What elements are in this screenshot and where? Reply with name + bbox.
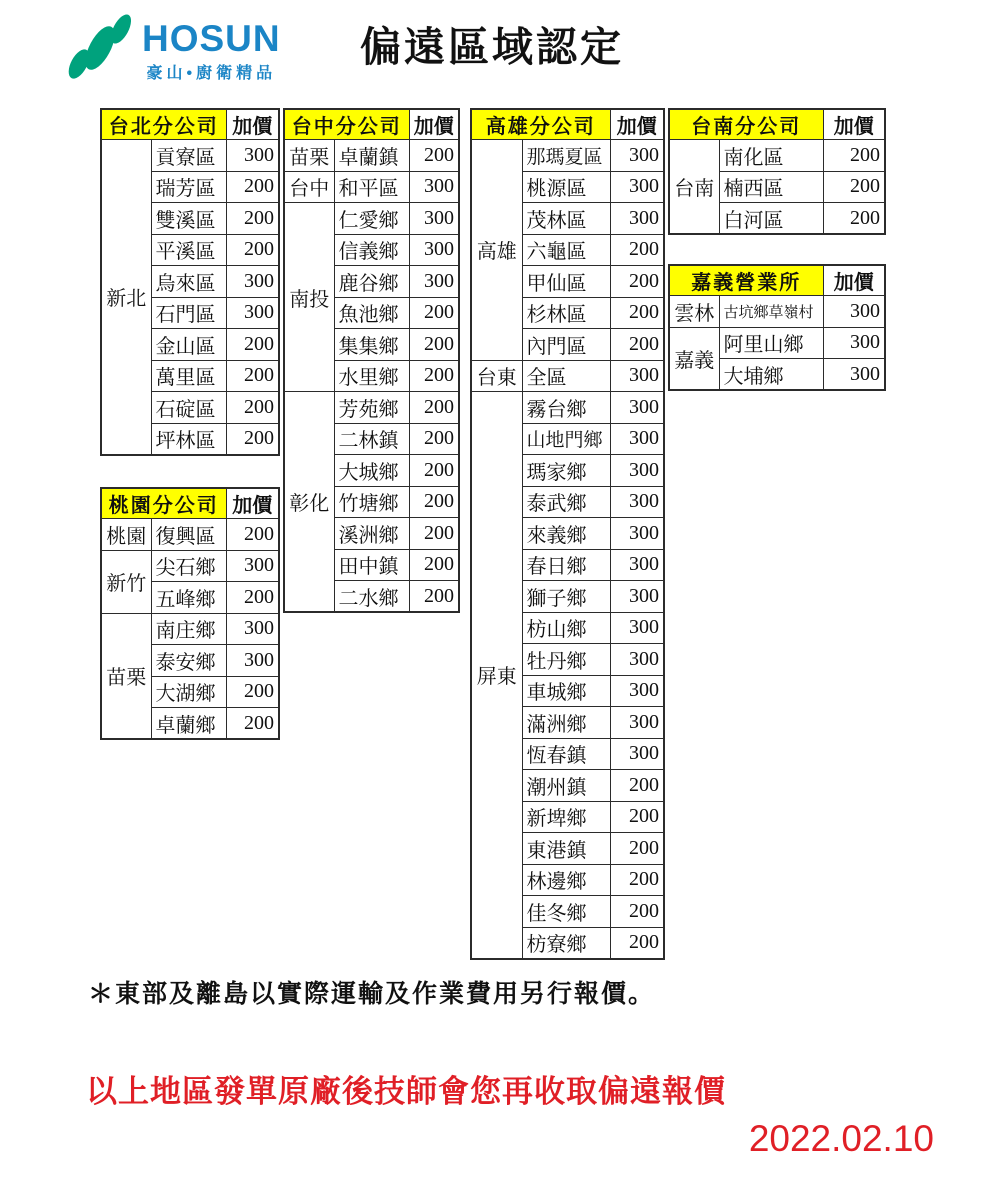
price-cell: 300 (226, 613, 279, 645)
district-cell: 仁愛鄉 (334, 203, 409, 235)
district-cell: 尖石鄉 (151, 550, 226, 582)
price-cell: 300 (610, 486, 664, 518)
logo-tagline: 豪山•廚衛精品 (146, 65, 277, 82)
district-cell: 金山區 (151, 329, 226, 361)
district-cell: 林邊鄉 (522, 864, 610, 896)
price-cell: 200 (226, 171, 279, 203)
price-cell: 200 (409, 581, 459, 613)
price-cell: 300 (823, 359, 885, 391)
district-cell: 枋寮鄉 (522, 927, 610, 959)
price-cell: 300 (226, 550, 279, 582)
district-cell: 二林鎮 (334, 423, 409, 455)
district-cell: 恆春鎮 (522, 738, 610, 770)
table-header-row (284, 109, 459, 140)
price-cell: 200 (226, 423, 279, 455)
price-cell: 200 (409, 297, 459, 329)
price-cell: 300 (226, 645, 279, 677)
table-row (471, 360, 664, 392)
branch-title: 台中分公司 (284, 109, 409, 140)
district-cell: 大埔鄉 (719, 359, 823, 391)
district-cell: 大湖鄉 (151, 676, 226, 708)
district-cell: 瑪家鄉 (522, 455, 610, 487)
table-row (101, 550, 279, 582)
table-row (101, 613, 279, 645)
district-cell: 阿里山鄉 (719, 327, 823, 359)
table-row (669, 327, 885, 359)
branch-title: 台北分公司 (101, 109, 226, 140)
hosun-logo (64, 4, 281, 86)
district-cell: 來義鄉 (522, 518, 610, 550)
district-cell: 貢寮區 (151, 140, 226, 172)
price-cell: 200 (610, 927, 664, 959)
kaohsiung-branch-table (470, 108, 665, 960)
district-cell: 那瑪夏區 (522, 140, 610, 172)
district-cell: 二水鄉 (334, 581, 409, 613)
price-cell: 300 (409, 203, 459, 235)
table-row (471, 392, 664, 424)
district-cell: 杉林區 (522, 297, 610, 329)
district-cell: 新埤鄉 (522, 801, 610, 833)
logo-text (142, 4, 281, 83)
price-cell: 200 (409, 392, 459, 424)
table-row (471, 140, 664, 172)
district-cell: 白河區 (719, 203, 823, 235)
district-cell: 潮州鎮 (522, 770, 610, 802)
price-cell: 200 (610, 833, 664, 865)
price-cell: 300 (610, 707, 664, 739)
price-cell: 300 (409, 171, 459, 203)
district-cell: 桃源區 (522, 171, 610, 203)
table-row (669, 140, 885, 172)
district-cell: 信義鄉 (334, 234, 409, 266)
price-cell: 300 (610, 171, 664, 203)
logo-leaves-icon (64, 8, 136, 86)
price-cell: 300 (610, 581, 664, 613)
district-cell: 南化區 (719, 140, 823, 172)
price-cell: 200 (226, 708, 279, 740)
region-cell: 苗栗 (101, 613, 151, 739)
region-cell: 南投 (284, 203, 334, 392)
price-cell: 300 (610, 644, 664, 676)
district-cell: 山地門鄉 (522, 423, 610, 455)
district-cell: 雙溪區 (151, 203, 226, 235)
district-cell: 坪林區 (151, 423, 226, 455)
price-cell: 200 (409, 329, 459, 361)
shipping-footnote: ＊東部及離島以實際運輸及作業費用另行報價。 (88, 981, 656, 1008)
district-cell: 古坑鄉草嶺村 (719, 296, 823, 328)
table-header-row (669, 109, 885, 140)
district-cell: 竹塘鄉 (334, 486, 409, 518)
table-header-row (101, 109, 279, 140)
price-cell: 300 (409, 234, 459, 266)
district-cell: 溪洲鄉 (334, 518, 409, 550)
district-cell: 石碇區 (151, 392, 226, 424)
price-cell: 300 (610, 612, 664, 644)
district-cell: 卓蘭鎮 (334, 140, 409, 172)
price-cell: 200 (610, 297, 664, 329)
chiayi-office-table (668, 264, 886, 391)
price-cell: 300 (610, 360, 664, 392)
district-cell: 東港鎮 (522, 833, 610, 865)
district-cell: 甲仙區 (522, 266, 610, 298)
district-cell: 南庄鄉 (151, 613, 226, 645)
price-cell: 200 (409, 518, 459, 550)
district-cell: 全區 (522, 360, 610, 392)
price-cell: 200 (226, 203, 279, 235)
region-cell: 雲林 (669, 296, 719, 328)
taoyuan-branch-table (100, 487, 280, 740)
district-cell: 茂林區 (522, 203, 610, 235)
price-column-header: 加價 (409, 109, 459, 140)
district-cell: 集集鄉 (334, 329, 409, 361)
table-row (284, 171, 459, 203)
district-cell: 和平區 (334, 171, 409, 203)
price-cell: 200 (409, 549, 459, 581)
branch-title: 台南分公司 (669, 109, 823, 140)
price-cell: 200 (226, 234, 279, 266)
district-cell: 鹿谷鄉 (334, 266, 409, 298)
logo-brand: HOSUN (142, 18, 281, 59)
district-cell: 枋山鄉 (522, 612, 610, 644)
price-cell: 200 (823, 171, 885, 203)
district-cell: 瑞芳區 (151, 171, 226, 203)
price-cell: 300 (610, 140, 664, 172)
surcharge-notice: 以上地區發單原廠後技師會您再收取偏遠報價 (86, 1074, 726, 1109)
region-cell: 高雄 (471, 140, 522, 361)
table-row (669, 296, 885, 328)
taipei-branch-table (100, 108, 280, 456)
price-cell: 300 (610, 518, 664, 550)
region-cell: 台東 (471, 360, 522, 392)
district-cell: 牡丹鄉 (522, 644, 610, 676)
price-cell: 200 (610, 234, 664, 266)
price-cell: 300 (610, 455, 664, 487)
district-cell: 車城鄉 (522, 675, 610, 707)
price-cell: 300 (226, 266, 279, 298)
region-cell: 新竹 (101, 550, 151, 613)
district-cell: 五峰鄉 (151, 582, 226, 614)
region-cell: 苗栗 (284, 140, 334, 172)
price-cell: 200 (226, 329, 279, 361)
district-cell: 復興區 (151, 519, 226, 551)
region-cell: 屏東 (471, 392, 522, 959)
price-cell: 200 (610, 770, 664, 802)
district-cell: 佳冬鄉 (522, 896, 610, 928)
price-cell: 200 (226, 676, 279, 708)
price-cell: 200 (226, 392, 279, 424)
branch-title: 嘉義營業所 (669, 265, 823, 296)
district-cell: 泰武鄉 (522, 486, 610, 518)
branch-title: 高雄分公司 (471, 109, 610, 140)
district-cell: 泰安鄉 (151, 645, 226, 677)
district-cell: 大城鄉 (334, 455, 409, 487)
price-cell: 300 (610, 675, 664, 707)
tainan-branch-table (668, 108, 886, 235)
price-column-header: 加價 (226, 488, 279, 519)
table-row (101, 140, 279, 172)
price-column-header: 加價 (226, 109, 279, 140)
price-cell: 300 (226, 140, 279, 172)
district-cell: 水里鄉 (334, 360, 409, 392)
region-cell: 台南 (669, 140, 719, 235)
price-cell: 200 (610, 329, 664, 361)
price-cell: 200 (610, 266, 664, 298)
price-cell: 300 (823, 327, 885, 359)
district-cell: 獅子鄉 (522, 581, 610, 613)
price-cell: 300 (823, 296, 885, 328)
price-cell: 200 (409, 455, 459, 487)
table-header-row (101, 488, 279, 519)
price-cell: 300 (610, 203, 664, 235)
price-column-header: 加價 (823, 109, 885, 140)
taichung-branch-table (283, 108, 460, 613)
price-column-header: 加價 (823, 265, 885, 296)
district-cell: 春日鄉 (522, 549, 610, 581)
price-cell: 200 (610, 801, 664, 833)
price-cell: 200 (823, 203, 885, 235)
district-cell: 萬里區 (151, 360, 226, 392)
price-cell: 300 (610, 423, 664, 455)
district-cell: 楠西區 (719, 171, 823, 203)
price-cell: 200 (409, 423, 459, 455)
price-cell: 200 (226, 582, 279, 614)
price-cell: 300 (409, 266, 459, 298)
price-cell: 200 (610, 896, 664, 928)
price-cell: 200 (226, 360, 279, 392)
district-cell: 芳苑鄉 (334, 392, 409, 424)
table-row (284, 203, 459, 235)
district-cell: 霧台鄉 (522, 392, 610, 424)
price-cell: 200 (409, 360, 459, 392)
district-cell: 卓蘭鄉 (151, 708, 226, 740)
table-row (284, 140, 459, 172)
district-cell: 魚池鄉 (334, 297, 409, 329)
price-cell: 200 (226, 519, 279, 551)
table-header-row (471, 109, 664, 140)
region-cell: 桃園 (101, 519, 151, 551)
table-row (284, 392, 459, 424)
price-cell: 300 (610, 392, 664, 424)
price-cell: 200 (610, 864, 664, 896)
district-cell: 田中鎮 (334, 549, 409, 581)
district-cell: 內門區 (522, 329, 610, 361)
region-cell: 新北 (101, 140, 151, 455)
page-title: 偏遠區域認定 (360, 24, 624, 70)
table-header-row (669, 265, 885, 296)
price-cell: 200 (409, 486, 459, 518)
district-cell: 烏來區 (151, 266, 226, 298)
price-cell: 300 (610, 738, 664, 770)
district-cell: 六龜區 (522, 234, 610, 266)
district-cell: 石門區 (151, 297, 226, 329)
price-cell: 300 (610, 549, 664, 581)
district-cell: 平溪區 (151, 234, 226, 266)
price-cell: 200 (409, 140, 459, 172)
table-row (101, 519, 279, 551)
region-cell: 彰化 (284, 392, 334, 613)
effective-date: 2022.02.10 (748, 1118, 934, 1159)
price-cell: 300 (226, 297, 279, 329)
district-cell: 滿洲鄉 (522, 707, 610, 739)
branch-title: 桃園分公司 (101, 488, 226, 519)
price-cell: 200 (823, 140, 885, 172)
region-cell: 嘉義 (669, 327, 719, 390)
region-cell: 台中 (284, 171, 334, 203)
price-column-header: 加價 (610, 109, 664, 140)
